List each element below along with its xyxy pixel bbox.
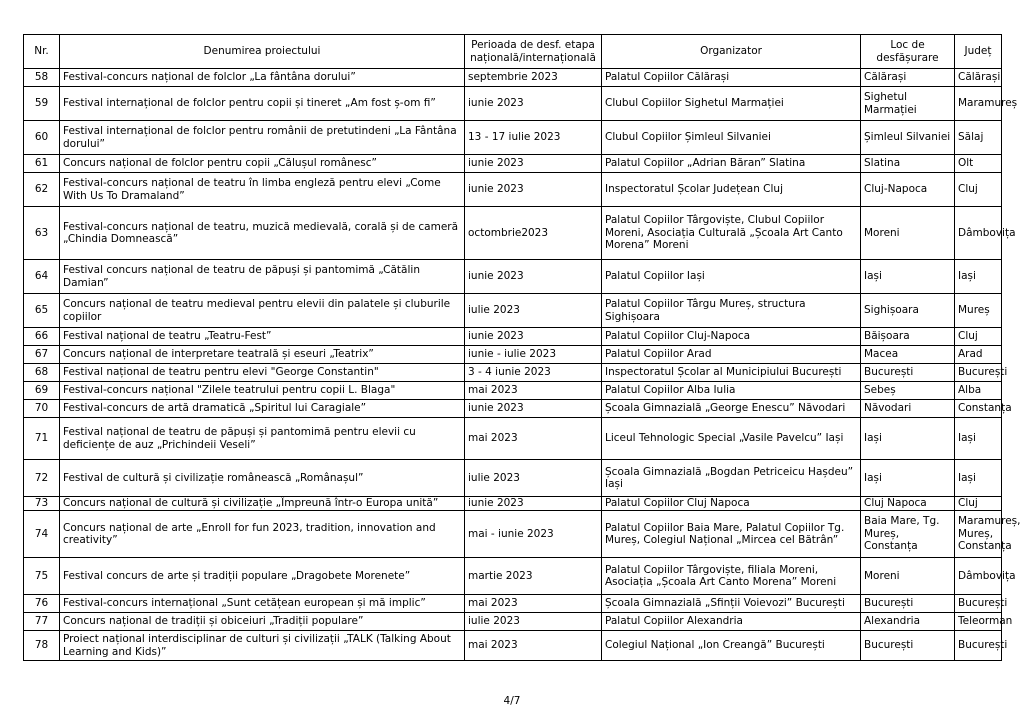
cell-nr: 77 [24,613,60,631]
cell-location: Iași [861,418,955,460]
table-row [24,613,1002,631]
table-row [24,460,1002,497]
cell-project-name: Festival internațional de folclor pentru românii de pretutindeni „La Fântâna dorului” [60,121,465,155]
cell-organizer: Școala Gimnazială „Bogdan Petriceicu Hașdeu” Iași [602,460,861,497]
cell-nr: 61 [24,155,60,173]
cell-project-name: Festival național de teatru pentru elevi "George Constantin" [60,364,465,382]
cell-nr: 76 [24,595,60,613]
cell-period: iulie 2023 [465,613,602,631]
projects-table [23,34,1021,661]
cell-county: Dâmbovița [955,207,1002,260]
cell-county: București [955,595,1002,613]
cell-period: iunie 2023 [465,328,602,346]
cell-organizer: Școala Gimnazială „Sfinții Voievozi” București [602,595,861,613]
cell-organizer: Clubul Copiilor Șimleul Silvaniei [602,121,861,155]
page-number: 4/7 [503,695,521,707]
cell-organizer: Colegiul Național „Ion Creangă” București [602,631,861,661]
cell-nr: 74 [24,511,60,558]
cell-organizer: Palatul Copiilor Alba Iulia [602,382,861,400]
cell-project-name: Concurs național de cultură și civilizație „Împreună într-o Europa unită” [60,497,465,511]
cell-project-name: Festival național de teatru de păpuși și pantomimă pentru elevii cu deficiențe de auz „Prichindeii Veseli” [60,418,465,460]
cell-organizer: Școala Gimnazială „George Enescu” Năvodari [602,400,861,418]
cell-period: septembrie 2023 [465,69,602,87]
cell-project-name: Concurs național de tradiții și obiceiuri „Tradiții populare” [60,613,465,631]
cell-organizer: Palatul Copiilor Iași [602,260,861,294]
cell-county: Maramureș, Mureș, Constanța [955,511,1002,558]
cell-county: Arad [955,346,1002,364]
cell-nr: 70 [24,400,60,418]
cell-nr: 60 [24,121,60,155]
cell-period: iulie 2023 [465,460,602,497]
cell-project-name: Festival-concurs național "Zilele teatrului pentru copii L. Blaga" [60,382,465,400]
cell-nr: 72 [24,460,60,497]
cell-nr: 69 [24,382,60,400]
cell-county: Călărași [955,69,1002,87]
cell-nr: 63 [24,207,60,260]
cell-period: iunie 2023 [465,87,602,121]
table-row [24,400,1002,418]
cell-nr: 59 [24,87,60,121]
table-row [24,207,1002,260]
cell-project-name: Festival-concurs național de folclor „La fântâna dorului” [60,69,465,87]
cell-period: 13 - 17 iulie 2023 [465,121,602,155]
cell-period: mai 2023 [465,631,602,661]
cell-location: Sebeș [861,382,955,400]
cell-project-name: Festival concurs de arte și tradiții populare „Dragobete Morenete” [60,558,465,595]
cell-project-name: Concurs național de teatru medieval pentru elevii din palatele și cluburile copiilor [60,294,465,328]
table-row [24,121,1002,155]
cell-location: Alexandria [861,613,955,631]
header-location: Loc de desfășurare [861,35,955,69]
cell-period: iulie 2023 [465,294,602,328]
cell-period: iunie - iulie 2023 [465,346,602,364]
cell-organizer: Clubul Copiilor Sighetul Marmației [602,87,861,121]
cell-organizer: Palatul Copiilor Cluj Napoca [602,497,861,511]
cell-location: Moreni [861,207,955,260]
cell-location: Sighișoara [861,294,955,328]
cell-organizer: Palatul Copiilor Alexandria [602,613,861,631]
cell-project-name: Proiect național interdisciplinar de culturi și civilizații „TALK (Talking About Learning and Kids)” [60,631,465,661]
cell-location: București [861,631,955,661]
table-row [24,260,1002,294]
cell-nr: 66 [24,328,60,346]
cell-project-name: Concurs național de interpretare teatrală și eseuri „Teatrix” [60,346,465,364]
cell-location: Cluj-Napoca [861,173,955,207]
cell-county: Sălaj [955,121,1002,155]
cell-project-name: Festival internațional de folclor pentru copii și tineret „Am fost ș-om fi” [60,87,465,121]
cell-project-name: Festival-concurs național de teatru, muzică medievală, corală și de cameră „Chindia Domnească” [60,207,465,260]
header-county: Județ [955,35,1002,69]
cell-location: Baia Mare, Tg. Mureș, Constanța [861,511,955,558]
cell-location: Macea [861,346,955,364]
cell-county: București [955,364,1002,382]
cell-project-name: Festival național de teatru „Teatru-Fest” [60,328,465,346]
cell-organizer: Palatul Copiilor Târgoviște, Clubul Copiilor Moreni, Asociația Culturală „Școala Art Canto Morena” Moreni [602,207,861,260]
cell-location: Băișoara [861,328,955,346]
cell-location: Slatina [861,155,955,173]
cell-organizer: Palatul Copiilor Târgu Mureș, structura Sighișoara [602,294,861,328]
cell-nr: 68 [24,364,60,382]
cell-county: Alba [955,382,1002,400]
table-row [24,558,1002,595]
cell-location: Iași [861,460,955,497]
table-row [24,155,1002,173]
table-row [24,497,1002,511]
cell-county: Cluj [955,328,1002,346]
cell-county: Iași [955,460,1002,497]
cell-period: martie 2023 [465,558,602,595]
table-row [24,69,1002,87]
table-row [24,595,1002,613]
cell-period: iunie 2023 [465,155,602,173]
cell-organizer: Palatul Copiilor Târgoviște, filiala Moreni, Asociația „Școala Art Canto Morena” Moreni [602,558,861,595]
cell-organizer: Palatul Copiilor Cluj-Napoca [602,328,861,346]
cell-county: Iași [955,418,1002,460]
table-row [24,173,1002,207]
cell-nr: 71 [24,418,60,460]
table-row [24,294,1002,328]
cell-nr: 73 [24,497,60,511]
cell-period: iunie 2023 [465,497,602,511]
cell-organizer: Palatul Copiilor Baia Mare, Palatul Copiilor Tg. Mureș, Colegiul Național „Mircea cel Bătrân” [602,511,861,558]
header-organizer: Organizator [602,35,861,69]
cell-period: mai 2023 [465,595,602,613]
header-period: Perioada de desf. etapa națională/internațională [465,35,602,69]
cell-county: Olt [955,155,1002,173]
cell-period: iunie 2023 [465,173,602,207]
cell-location: Iași [861,260,955,294]
cell-location: Călărași [861,69,955,87]
table-row [24,631,1002,661]
cell-nr: 62 [24,173,60,207]
cell-county: Maramureș [955,87,1002,121]
cell-organizer: Inspectoratul Școlar al Municipiului București [602,364,861,382]
cell-period: octombrie2023 [465,207,602,260]
cell-county: Dâmbovița [955,558,1002,595]
cell-organizer: Palatul Copiilor „Adrian Băran” Slatina [602,155,861,173]
cell-location: Sighetul Marmației [861,87,955,121]
cell-county: Cluj [955,173,1002,207]
cell-period: mai 2023 [465,418,602,460]
table-row [24,364,1002,382]
cell-county: Mureș [955,294,1002,328]
cell-nr: 58 [24,69,60,87]
cell-project-name: Festival-concurs național de teatru în limba engleză pentru elevi „Come With Us To Dramaland” [60,173,465,207]
table-row [24,418,1002,460]
cell-location: Șimleul Silvaniei [861,121,955,155]
cell-project-name: Concurs național de arte „Enroll for fun 2023, tradition, innovation and creativity” [60,511,465,558]
cell-county: Cluj [955,497,1002,511]
cell-county: Constanța [955,400,1002,418]
table-row [24,87,1002,121]
cell-organizer: Inspectoratul Școlar Județean Cluj [602,173,861,207]
table-header-row [24,35,1002,69]
cell-organizer: Palatul Copiilor Arad [602,346,861,364]
cell-period: 3 - 4 iunie 2023 [465,364,602,382]
cell-location: Năvodari [861,400,955,418]
cell-period: iunie 2023 [465,400,602,418]
table-row [24,511,1002,558]
cell-project-name: Festival-concurs internațional „Sunt cetățean european și mă implic” [60,595,465,613]
header-project-name: Denumirea proiectului [60,35,465,69]
cell-project-name: Concurs național de folclor pentru copii „Călușul românesc” [60,155,465,173]
cell-county: Teleorman [955,613,1002,631]
table-row [24,382,1002,400]
cell-location: Cluj Napoca [861,497,955,511]
cell-organizer: Liceul Tehnologic Special „Vasile Pavelcu” Iași [602,418,861,460]
cell-location: București [861,364,955,382]
cell-project-name: Festival-concurs de artă dramatică „Spiritul lui Caragiale” [60,400,465,418]
cell-nr: 65 [24,294,60,328]
cell-organizer: Palatul Copiilor Călărași [602,69,861,87]
cell-project-name: Festival concurs național de teatru de păpuși și pantomimă „Cătălin Damian” [60,260,465,294]
cell-location: București [861,595,955,613]
table-row [24,346,1002,364]
cell-nr: 78 [24,631,60,661]
cell-county: București [955,631,1002,661]
cell-county: Iași [955,260,1002,294]
cell-nr: 75 [24,558,60,595]
cell-period: iunie 2023 [465,260,602,294]
cell-period: mai 2023 [465,382,602,400]
cell-project-name: Festival de cultură și civilizație românească „Românașul” [60,460,465,497]
cell-nr: 67 [24,346,60,364]
cell-nr: 64 [24,260,60,294]
table-row [24,328,1002,346]
cell-location: Moreni [861,558,955,595]
cell-period: mai - iunie 2023 [465,511,602,558]
header-nr: Nr. [24,35,60,69]
